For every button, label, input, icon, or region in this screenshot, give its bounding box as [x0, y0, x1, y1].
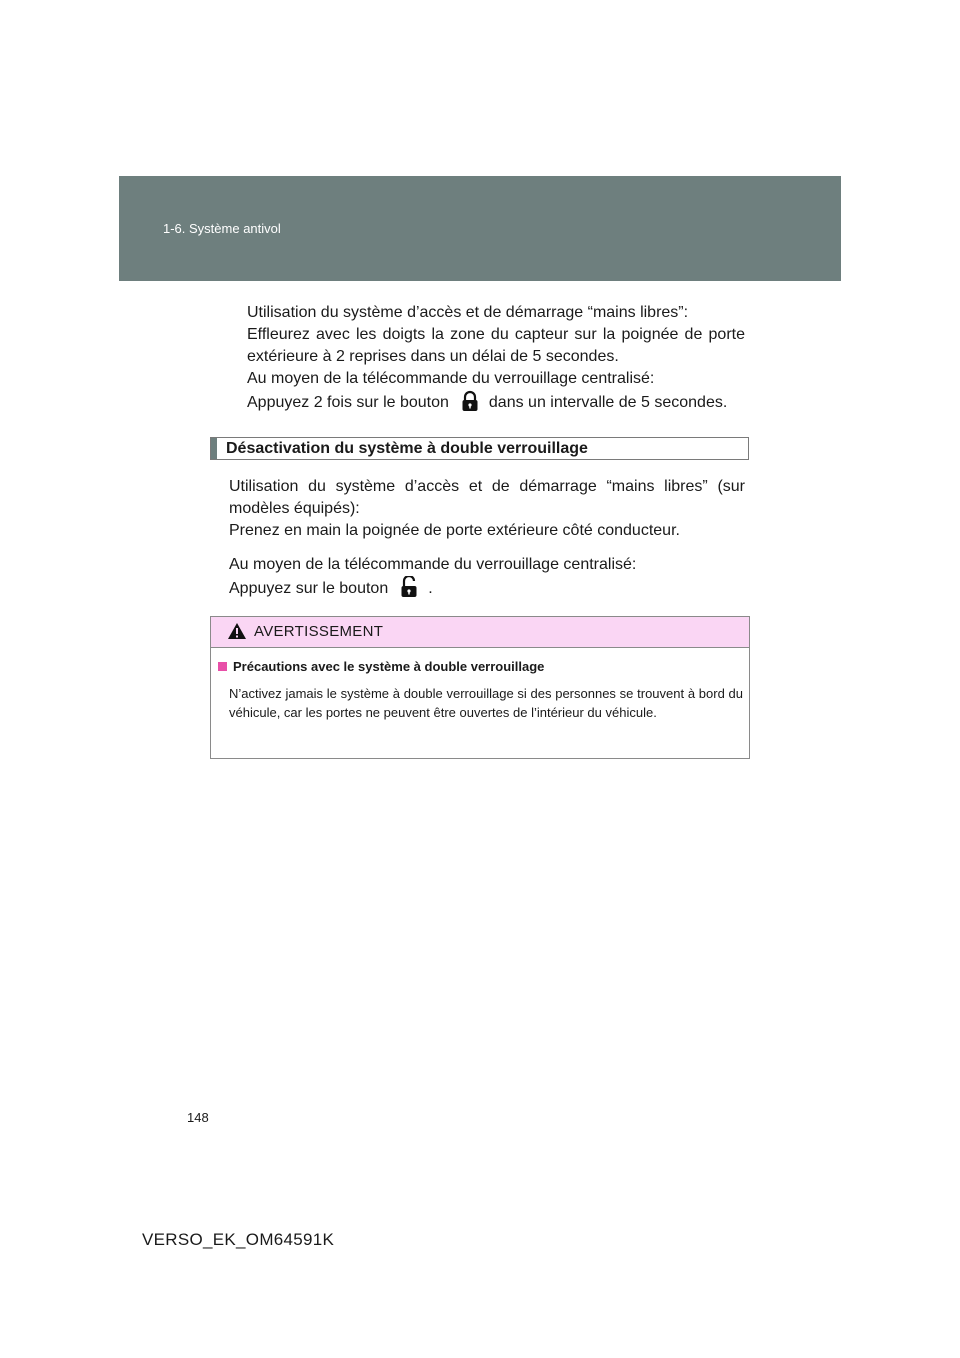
page-header: [119, 176, 841, 281]
deactivation-line-1b: modèles équipés):: [229, 500, 360, 517]
bullet-square-icon: [218, 662, 227, 671]
intro-line-2b: porte extérieure à 2 reprises dans un délai de 5 secondes.: [247, 326, 745, 365]
deactivation-paragraph: [229, 476, 745, 542]
intro-instruction: [247, 324, 745, 368]
deactivation-line-2: Prenez en main la poignée de porte extérieure côté conducteur.: [229, 522, 680, 539]
intro-line-4-after: dans un intervalle de 5 secondes.: [488, 394, 728, 411]
unlock-icon: [398, 576, 420, 598]
deactivation-line-3: Au moyen de la télécommande du verrouillage centralisé:: [229, 556, 637, 573]
document-code: VERSO_EK_OM64591K: [142, 1230, 335, 1249]
section-breadcrumb: 1-6. Système antivol: [163, 221, 281, 236]
intro-line-3: Au moyen de la télécommande du verrouillage centralisé:: [247, 370, 655, 387]
intro-line-4: [247, 390, 745, 414]
warning-triangle-icon: [227, 622, 247, 640]
section-title-bar: [210, 437, 749, 460]
intro-line-1: Utilisation du système d’accès et de démarrage “mains libres”:: [247, 304, 689, 321]
warning-text: N’activez jamais le système à double verrouillage si des personnes se trouvent à bord du véhicule, car les portes ne peuvent être ouvertes de l’intérieur du véhicule.: [229, 686, 743, 720]
warning-label: AVERTISSEMENT: [254, 623, 384, 640]
warning-subtitle: [218, 659, 544, 674]
intro-line-2a: Effleurez avec les doigts la zone du capteur sur la poignée de: [247, 326, 703, 343]
intro-line-4-before: Appuyez 2 fois sur le bouton: [247, 394, 449, 411]
warning-box: [210, 616, 750, 759]
lock-icon: [459, 390, 481, 412]
deactivation-line-4-after: .: [428, 580, 433, 597]
page-number: 148: [187, 1110, 209, 1125]
deactivation-line-4: [229, 576, 745, 600]
section-accent: [211, 438, 217, 459]
section-title: Désactivation du système à double verrouillage: [226, 440, 588, 457]
warning-subtitle-text: Précautions avec le système à double verrouillage: [233, 659, 545, 674]
intro-paragraph: [247, 302, 745, 414]
warning-header: [211, 617, 749, 648]
deactivation-line-1a: Utilisation du système d’accès et de démarrage “mains libres” (sur: [229, 478, 745, 495]
deactivation-remote-paragraph: [229, 554, 745, 600]
deactivation-line-4-before: Appuyez sur le bouton: [229, 580, 389, 597]
